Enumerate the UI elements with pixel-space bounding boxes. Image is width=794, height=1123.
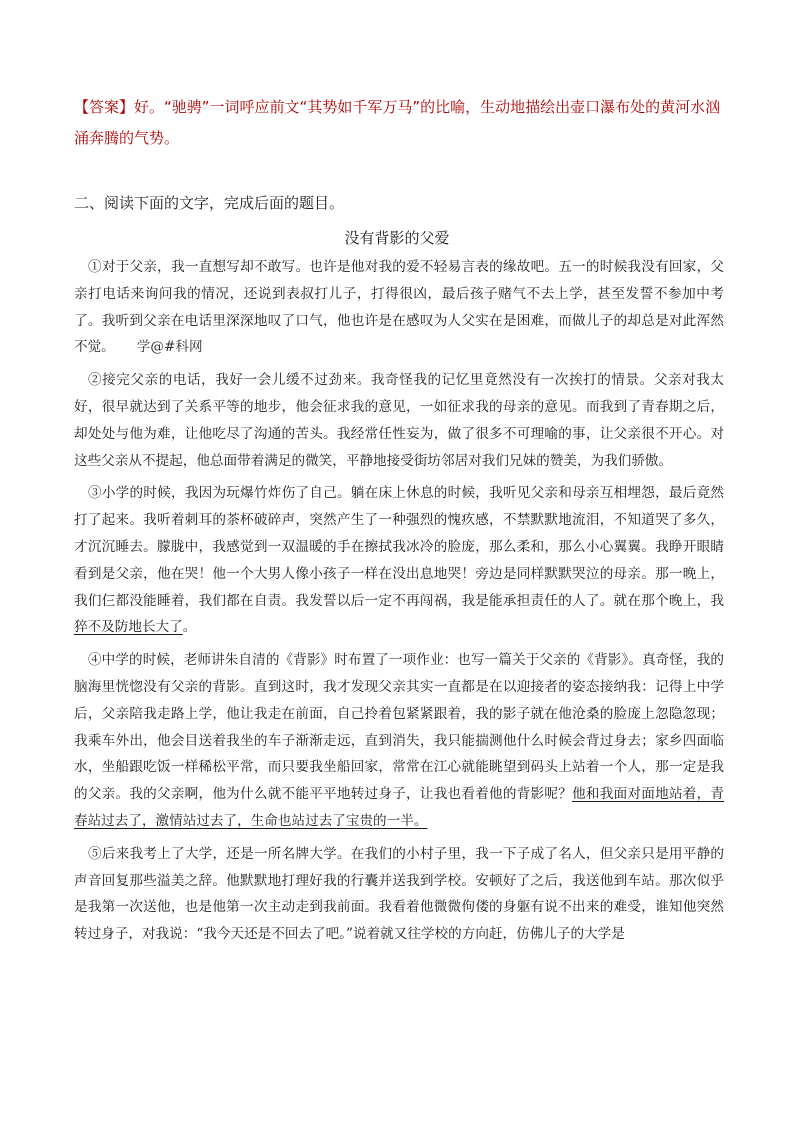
paragraph-1-text: ①对于父亲，我一直想写却不敢写。也许是他对我的爱不轻易言表的缘故吧。五一的时候我没有回家，父亲打电话来询问我的情况，还说到表叔打儿子，打得很凶，最后孩子赌气不去上学，甚至发誓不参加中考了。我听到父亲在电话里深深地叹了口气，他也许是在感叹为人父实在是困难，而做儿子的却总是对此浑然不觉。 xyxy=(74,259,724,356)
paragraph-3-end: 。 xyxy=(182,619,197,636)
paragraph-4-text: ④中学的时候，老师讲朱自清的《背影》时布置了一项作业：也写一篇关于父亲的《背影》。真奇怪，我的脑海里恍惚没有父亲的背影。直到这时，我才发现父亲其实一直都是在以迎接者的姿态接纳我：记得上中学后，父亲陪我走路上学，他让我走在前面，自己拎着包紧紧跟着，我的影子就在他沧桑的脸庞上忽隐忽现；我乘车外出，他会目送着我坐的车子渐渐走远，直到消失，我只能揣测他什么时候会背过身去；家乡四面临水，坐船跟吃饭一样稀松平常，而只要我坐船回家，常常在江心就能眺望到码头上站着一个人，那一定是我的父亲。我的父亲啊，他为什么就不能平平地转过身子，让我也看着他的背影呢？ xyxy=(74,652,724,803)
answer-text: 好。“驰骋”一词呼应前文“其势如千军万马”的比喻，生动地描绘出壶口瀑布处的黄河水汹涌奔腾的气势。 xyxy=(74,98,721,147)
paragraph-3-text: ③小学的时候，我因为玩爆竹炸伤了自己。躺在床上休息的时候，我听见父亲和母亲互相埋怨，最后竟然打了起来。我听着刺耳的茶杯破碎声，突然产生了一种强烈的愧疚感，不禁默默地流泪，不知道哭了多久，才沉沉睡去。朦胧中，我感觉到一双温暖的手在擦拭我冰冷的脸庞，那么柔和，那么小心翼翼。我睁开眼睛看到是父亲，他在哭！他一个大男人像小孩子一样在没出息地哭！旁边是同样默默哭泣的母亲。那一晚上，我们仨都没能睡着，我们都在自责。我发誓以后一定不再闯祸，我是能承担责任的人了。就在那个晚上，我 xyxy=(74,485,724,609)
underlined-sentence: 他和我面对面地站着，青春站过去了，激情站过去了，生命也站过去了宝贵的一半。 xyxy=(74,786,725,829)
paragraph-3 xyxy=(74,480,724,641)
paragraph-4 xyxy=(74,647,724,835)
answer-block xyxy=(74,92,724,154)
paragraph-1 xyxy=(74,254,724,361)
essay-title: 没有背影的父爱 xyxy=(344,229,450,247)
paragraph-2: ②接完父亲的电话，我好一会儿缓不过劲来。我奇怪我的记忆里竟然没有一次挨打的情景。父亲对我太好，很早就达到了关系平等的地步，他会征求我的意见，一如征求我的母亲的意见。而我到了青春期之后，却处处与他为难，让他吃尽了沟通的苦头。我经常任性妄为，做了很多不可理喻的事，让父亲很不开心。对这些父亲从不提起，他总面带着满足的微笑，平静地接受街坊邻居对我们兄妹的赞美，为我们骄傲。 xyxy=(74,372,724,469)
paragraph-5: ⑤后来我考上了大学，还是一所名牌大学。在我们的小村子里，我一下子成了名人，但父亲只是用平静的声音回复那些溢美之辞。他默默地打理好我的行囊并送我到学校。安顿好了之后，我送他到车站。那次似乎是我第一次送他，也是他第一次主动走到我前面。我看着他微微佝偻的身躯有说不出来的难受，谁知他突然转过身子，对我说：“我今天还是不回去了吧。”说着就又往学校的方向赶，仿佛儿子的大学是 xyxy=(74,845,724,943)
answer-label: 【答案】 xyxy=(74,98,135,116)
source-watermark: 学@#科网 xyxy=(136,339,203,356)
section-heading: 二、阅读下面的文字，完成后面的题目。 xyxy=(74,194,345,212)
essay-body xyxy=(74,254,724,954)
underlined-phrase: 猝不及防地长大了 xyxy=(74,619,183,636)
